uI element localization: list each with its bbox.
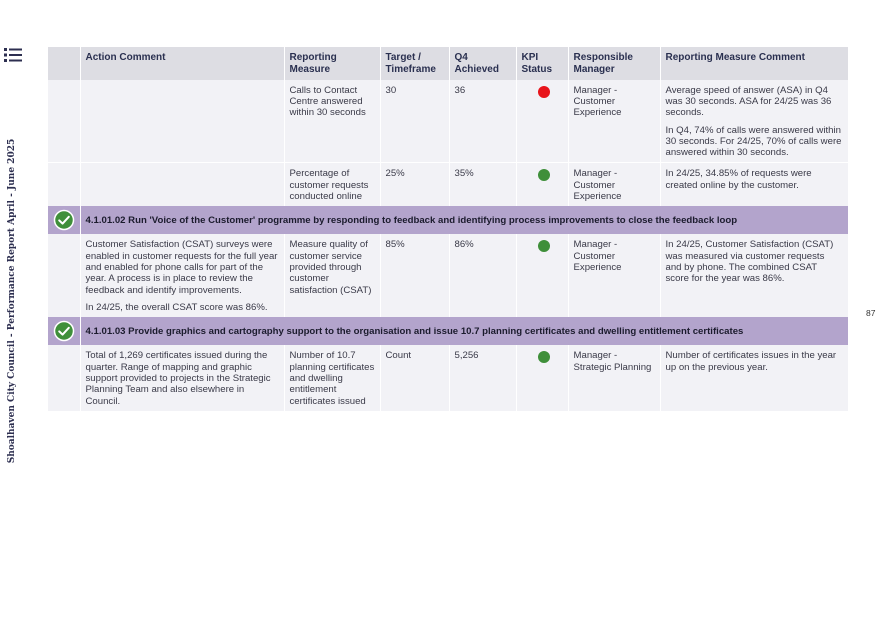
measure-comment-cell (660, 345, 848, 411)
row-gutter (48, 163, 80, 206)
reporting-measure-cell: Number of 10.7 planning certificates and dwelling entitlement certificates issued (284, 345, 380, 411)
action-comment-paragraph: Total of 1,269 certificates issued during the quarter. Range of mapping and graphic support provided to projects in the Strategic Planning Team and also elsewhere in Council. (85, 350, 271, 407)
reporting-measure-cell: Measure quality of customer service provided through customer satisfaction (CSAT) (284, 234, 380, 317)
measure-comment-paragraph: In 24/25, Customer Satisfaction (CSAT) was measured via customer requests and by phone. The combined CSAT score for the year was 86%. (665, 239, 834, 285)
kpi-status-cell (516, 234, 568, 317)
manager-cell: Manager - Customer Experience (568, 80, 660, 163)
measure-comment-paragraph: In 24/25, 34.85% of requests were created online by the customer. (665, 168, 812, 191)
status-green-dot-icon (538, 169, 550, 181)
manager-cell: Manager - Customer Experience (568, 163, 660, 206)
target-cell: 85% (380, 234, 449, 317)
kpi-table (48, 47, 849, 411)
achieved-cell: 5,256 (449, 345, 516, 411)
menu-icon[interactable] (4, 47, 22, 63)
table-row (48, 234, 848, 317)
header-target: Target / Timeframe (380, 47, 449, 80)
table-row (48, 163, 848, 206)
measure-comment-cell (660, 80, 848, 163)
measure-comment-cell (660, 163, 848, 206)
table-row (48, 345, 848, 411)
kpi-status-cell (516, 80, 568, 163)
status-green-dot-icon (538, 240, 550, 252)
action-comment-paragraph: Customer Satisfaction (CSAT) surveys were enabled in customer requests for the full year and enabled for phone calls for part of the year. A process is in place to review the feedback and identify improvements. (85, 239, 278, 296)
header-kpi-status: KPI Status (516, 47, 568, 80)
action-comment-cell (80, 345, 284, 411)
target-cell: 30 (380, 80, 449, 163)
manager-cell: Manager - Customer Experience (568, 234, 660, 317)
action-comment-cell (80, 234, 284, 317)
action-title: 4.1.01.03 Provide graphics and cartography support to the organisation and issue 10.7 planning certificates and dwelling entitlement certificates (80, 317, 848, 345)
action-row (48, 206, 848, 234)
row-gutter (48, 345, 80, 411)
action-comment-cell (80, 163, 284, 206)
header-achieved: Q4 Achieved (449, 47, 516, 80)
action-comment-paragraph: In 24/25, the overall CSAT score was 86%. (85, 301, 268, 313)
measure-comment-cell (660, 234, 848, 317)
measure-comment-paragraph: Number of certificates issues in the year up on the previous year. (665, 350, 837, 373)
reporting-measure-cell: Calls to Contact Centre answered within 30 seconds (284, 80, 380, 163)
action-check-cell (48, 317, 80, 345)
row-gutter (48, 80, 80, 163)
kpi-status-cell (516, 345, 568, 411)
kpi-status-cell (516, 163, 568, 206)
measure-comment-paragraph: Average speed of answer (ASA) in Q4 was 30 seconds. ASA for 24/25 was 36 seconds. (665, 84, 832, 119)
action-title: 4.1.01.02 Run 'Voice of the Customer' programme by responding to feedback and identifying process improvements to close the feedback loop (80, 206, 848, 234)
manager-cell: Manager - Strategic Planning (568, 345, 660, 411)
achieved-cell: 86% (449, 234, 516, 317)
header-reporting-measure: Reporting Measure (284, 47, 380, 80)
document-title-vertical: Shoalhaven City Council - Performance Report April - June 2025 (7, 138, 18, 464)
status-green-dot-icon (538, 351, 550, 363)
target-cell: 25% (380, 163, 449, 206)
action-comment-cell (80, 80, 284, 163)
header-action-comment: Action Comment (80, 47, 284, 80)
row-gutter (48, 234, 80, 317)
table-header-row (48, 47, 848, 80)
header-manager: Responsible Manager (568, 47, 660, 80)
target-cell: Count (380, 345, 449, 411)
header-measure-comment: Reporting Measure Comment (660, 47, 848, 80)
action-row (48, 317, 848, 345)
check-circle-icon (53, 320, 75, 342)
page-number: 87 (866, 308, 876, 318)
action-check-cell (48, 206, 80, 234)
table-row (48, 80, 848, 163)
measure-comment-paragraph: In Q4, 74% of calls were answered within 30 seconds. For 24/25, 70% of calls were answered within 30 seconds. (665, 124, 842, 159)
reporting-measure-cell: Percentage of customer requests conducted online (284, 163, 380, 206)
header-gutter (48, 47, 80, 80)
achieved-cell: 36 (449, 80, 516, 163)
check-circle-icon (53, 209, 75, 231)
status-red-dot-icon (538, 86, 550, 98)
achieved-cell: 35% (449, 163, 516, 206)
